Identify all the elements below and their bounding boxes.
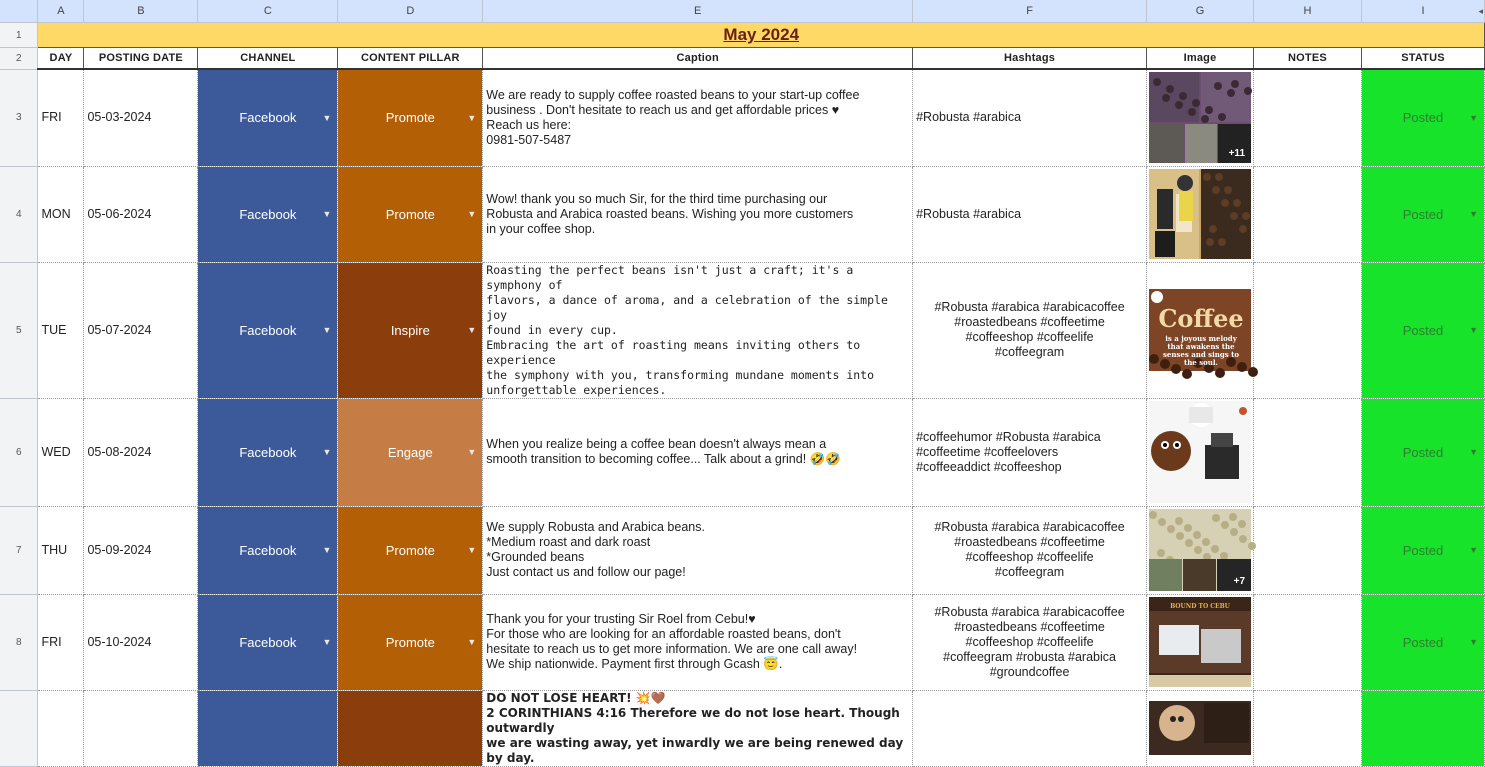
caption-line: When you realize being a coffee bean doesn't always mean a [486, 437, 827, 451]
table-row [0, 594, 1485, 690]
caption-line: For those who are looking for an affordable roasted beans, don't [486, 627, 841, 641]
caption-line: *Medium roast and dark roast [486, 535, 651, 549]
status-value: Posted [1402, 322, 1444, 338]
dropdown-arrow-icon[interactable]: ▼ [322, 325, 332, 335]
status-dropdown[interactable] [1361, 262, 1484, 398]
caption-line: 0981-507-5487 [486, 132, 572, 147]
content-pillar-dropdown[interactable] [338, 594, 483, 690]
hashtag-line: #coffeeshop #coffeelife [965, 330, 1094, 344]
dropdown-arrow-icon[interactable]: ▼ [1469, 545, 1478, 555]
caption-line: Just contact us and follow our page! [486, 565, 686, 579]
post-image-thumbnail[interactable] [1149, 701, 1251, 755]
channel-value: Facebook [239, 542, 297, 558]
hashtag-line: #Robusta #arabica [916, 110, 1022, 125]
caption-line: found in every cup. [486, 322, 618, 337]
date-value: 05-08-2024 [87, 444, 152, 459]
hashtag-line: #coffeeshop #coffeelife [965, 550, 1094, 564]
channel-value: Facebook [239, 110, 297, 126]
posting-date-cell[interactable] [84, 69, 198, 166]
hashtags-cell[interactable] [913, 69, 1147, 166]
image-text: senses and sings to [1162, 350, 1240, 359]
post-image-thumbnail[interactable] [1149, 169, 1251, 259]
caption-line: hesitate to reach us to get more information. We are one call away! [486, 642, 858, 656]
column-header-a[interactable]: A [38, 0, 84, 23]
image-text: that awakens the [1167, 342, 1235, 351]
notes-cell[interactable] [1254, 69, 1362, 166]
content-pillar-dropdown[interactable] [338, 398, 483, 506]
caption-line: We ship nationwide. Payment first through Gcash 😇. [486, 657, 783, 671]
image-text: Coffee [1158, 304, 1244, 333]
caption-cell[interactable] [483, 166, 913, 262]
caption-line: the symphony with you, transforming mundane moments into [486, 367, 875, 382]
hashtags-cell[interactable] [913, 398, 1147, 506]
posting-date-cell[interactable] [84, 166, 198, 262]
hashtag-line: #Robusta #arabica #arabicacoffee [934, 604, 1125, 619]
post-image [1149, 401, 1251, 503]
dropdown-arrow-icon[interactable]: ▼ [467, 447, 477, 457]
caption-line: Robusta and Arabica roasted beans. Wishing you more customers [486, 206, 854, 221]
status-value: Posted [1402, 110, 1444, 126]
dropdown-arrow-icon[interactable]: ▼ [322, 209, 332, 219]
table-row [0, 398, 1485, 506]
hashtag-line: #coffeehumor #Robusta #arabica [916, 429, 1101, 444]
column-header-g[interactable]: G [1147, 0, 1254, 23]
post-image-thumbnail[interactable] [1149, 401, 1251, 503]
dropdown-arrow-icon[interactable]: ▼ [322, 545, 332, 555]
posting-date-cell[interactable] [84, 262, 198, 398]
content-pillar-dropdown[interactable] [338, 262, 483, 398]
status-value: Posted [1402, 634, 1444, 650]
header-posting-date[interactable]: POSTING DATE [84, 48, 198, 70]
post-image-thumbnail[interactable] [1149, 72, 1251, 163]
hashtag-line: #roastedbeans #coffeetime [954, 619, 1105, 634]
header-channel[interactable]: CHANNEL [198, 48, 338, 70]
status-dropdown[interactable] [1361, 690, 1484, 766]
date-value: 05-06-2024 [87, 206, 152, 221]
channel-dropdown[interactable] [198, 166, 338, 262]
image-cell[interactable] [1147, 506, 1254, 594]
table-row [0, 69, 1485, 166]
table-row [0, 262, 1485, 398]
table-row [0, 690, 1485, 766]
hashtags-cell[interactable] [913, 690, 1147, 766]
content-pillar-dropdown[interactable] [338, 69, 483, 166]
pillar-value: Promote [385, 542, 435, 558]
caption-line: flavors, a dance of aroma, and a celebration of the simple joy [486, 292, 888, 322]
image-cell[interactable] [1147, 594, 1254, 690]
row-number[interactable]: 2 [0, 48, 38, 70]
caption-line: we are wasting away, yet inwardly we are being renewed day by day. [486, 735, 904, 765]
channel-value: Facebook [239, 322, 297, 338]
notes-cell[interactable] [1254, 262, 1362, 398]
dropdown-arrow-icon[interactable]: ▼ [1469, 325, 1478, 335]
date-value: 05-07-2024 [87, 322, 152, 337]
caption-line: smooth transition to becoming coffee... Talk about a grind! 🤣🤣 [486, 452, 841, 466]
post-image [1149, 701, 1251, 755]
hashtag-line: #coffeegram [994, 345, 1065, 359]
header-hashtags[interactable]: Hashtags [913, 48, 1147, 70]
caption-line: business . Don't hesitate to reach us and get affordable prices ♥ [486, 102, 840, 117]
date-value: 05-03-2024 [87, 110, 152, 125]
hashtag-line: #coffeegram #robusta #arabica [943, 649, 1116, 664]
day-value: THU [41, 542, 68, 557]
row-number[interactable]: 8 [0, 594, 38, 690]
day-value: FRI [41, 634, 62, 649]
post-image-thumbnail[interactable] [1149, 289, 1251, 371]
column-header-e[interactable]: E [483, 0, 913, 23]
channel-value: Facebook [239, 444, 297, 460]
more-images-badge: +11 [1228, 148, 1246, 160]
caption-cell[interactable] [483, 506, 913, 594]
post-image-thumbnail[interactable] [1149, 597, 1251, 687]
caption-line: DO NOT LOSE HEART! 💥🤎 [486, 690, 666, 705]
dropdown-arrow-icon[interactable]: ▼ [322, 447, 332, 457]
day-cell[interactable] [38, 398, 84, 506]
caption-cell[interactable] [483, 69, 913, 166]
channel-dropdown[interactable] [198, 69, 338, 166]
status-value: Posted [1402, 206, 1444, 222]
pillar-value: Inspire [390, 322, 430, 338]
row-number[interactable]: 3 [0, 69, 38, 166]
row-number[interactable]: 7 [0, 506, 38, 594]
image-text: is a joyous melody [1165, 334, 1237, 343]
caption-line: unforgettable experiences. [486, 382, 667, 397]
dropdown-arrow-icon[interactable]: ▼ [322, 637, 332, 647]
header-notes[interactable]: NOTES [1254, 48, 1362, 70]
table-row [0, 166, 1485, 262]
day-cell[interactable] [38, 506, 84, 594]
notes-cell[interactable] [1254, 398, 1362, 506]
dropdown-arrow-icon[interactable]: ▼ [467, 112, 477, 123]
row-number[interactable]: 4 [0, 166, 38, 262]
posting-date-cell[interactable] [84, 690, 198, 766]
image-cell[interactable] [1147, 690, 1254, 766]
header-image[interactable]: Image [1147, 48, 1254, 70]
caption-line: Wow! thank you so much Sir, for the third time purchasing our [486, 191, 828, 206]
image-text: the soul. [1184, 358, 1219, 367]
day-value: WED [41, 444, 71, 459]
column-header-h[interactable]: H [1254, 0, 1362, 23]
pillar-value: Promote [385, 110, 435, 126]
pillar-value: Promote [385, 634, 435, 650]
header-content-pillar[interactable]: CONTENT PILLAR [338, 48, 483, 70]
image-cell[interactable] [1147, 262, 1254, 398]
hashtag-line: #Robusta #arabica [916, 206, 1022, 221]
caption-line: We supply Robusta and Arabica beans. [486, 520, 705, 534]
hashtag-line: #coffeetime #coffeelovers [916, 444, 1059, 459]
dropdown-arrow-icon[interactable]: ▼ [322, 112, 332, 123]
dropdown-arrow-icon[interactable]: ▼ [1469, 637, 1478, 647]
select-all-corner[interactable] [0, 0, 38, 23]
status-dropdown[interactable] [1361, 166, 1484, 262]
caption-line: Thank you for your trusting Sir Roel from Cebu!♥ [486, 612, 756, 626]
header-day[interactable]: DAY [38, 48, 84, 70]
channel-dropdown[interactable] [198, 690, 338, 766]
posting-date-cell[interactable] [84, 398, 198, 506]
channel-value: Facebook [239, 206, 297, 222]
caption-cell[interactable] [483, 398, 913, 506]
row-number[interactable]: 6 [0, 398, 38, 506]
channel-value: Facebook [239, 634, 297, 650]
channel-dropdown[interactable] [198, 398, 338, 506]
status-dropdown[interactable] [1361, 506, 1484, 594]
channel-dropdown[interactable] [198, 594, 338, 690]
dropdown-arrow-icon[interactable]: ▼ [467, 637, 477, 647]
row-number[interactable]: 5 [0, 262, 38, 398]
hashtags-cell[interactable] [913, 166, 1147, 262]
posting-date-cell[interactable] [84, 594, 198, 690]
content-pillar-dropdown[interactable] [338, 506, 483, 594]
caption-line: Reach us here: [486, 117, 572, 132]
content-pillar-dropdown[interactable] [338, 690, 483, 766]
hashtags-cell[interactable] [913, 506, 1147, 594]
caption-line: Roasting the perfect beans isn't just a craft; it's a symphony of [486, 262, 854, 292]
hashtag-line: #Robusta #arabica #arabicacoffee [934, 520, 1125, 534]
dropdown-arrow-icon[interactable]: ▼ [1469, 112, 1478, 123]
notes-cell[interactable] [1254, 506, 1362, 594]
status-dropdown[interactable] [1361, 594, 1484, 690]
dropdown-arrow-icon[interactable]: ▼ [1469, 447, 1478, 457]
table-row [0, 506, 1485, 594]
image-cell[interactable] [1147, 166, 1254, 262]
header-caption[interactable]: Caption [483, 48, 913, 70]
caption-line: 2 CORINTHIANS 4:16 Therefore we do not lose heart. Though outwardly [486, 705, 900, 735]
status-dropdown[interactable] [1361, 398, 1484, 506]
sheet-title: May 2024 [38, 23, 1485, 48]
hashtags-cell[interactable] [913, 594, 1147, 690]
column-header-b[interactable]: B [84, 0, 198, 23]
post-image [1149, 169, 1251, 259]
hashtag-line: #roastedbeans #coffeetime [954, 535, 1105, 549]
dropdown-arrow-icon[interactable]: ▼ [467, 209, 477, 219]
content-pillar-dropdown[interactable] [338, 166, 483, 262]
hashtag-line: #roastedbeans #coffeetime [954, 315, 1105, 329]
image-cell[interactable] [1147, 398, 1254, 506]
pillar-value: Engage [387, 444, 433, 460]
day-cell[interactable] [38, 262, 84, 398]
day-cell[interactable] [38, 690, 84, 766]
status-dropdown[interactable] [1361, 69, 1484, 166]
dropdown-arrow-icon[interactable]: ▼ [467, 325, 477, 335]
hashtag-line: #coffeegram [994, 565, 1065, 579]
scroll-left-icon[interactable]: ◂ [1478, 6, 1483, 16]
column-header-d[interactable]: D [338, 0, 483, 23]
date-value: 05-10-2024 [87, 634, 152, 649]
column-header-f[interactable]: F [913, 0, 1147, 23]
row-number[interactable]: 1 [0, 23, 38, 48]
notes-cell[interactable] [1254, 690, 1362, 766]
pillar-value: Promote [385, 206, 435, 222]
caption-line: in your coffee shop. [486, 221, 596, 236]
header-status[interactable]: STATUS [1361, 48, 1484, 70]
day-value: MON [41, 206, 71, 221]
post-image [1149, 597, 1251, 687]
column-header-c[interactable]: C [198, 0, 338, 23]
posting-date-cell[interactable] [84, 506, 198, 594]
date-value: 05-09-2024 [87, 542, 152, 557]
notes-cell[interactable] [1254, 594, 1362, 690]
status-value: Posted [1402, 542, 1444, 558]
day-value: TUE [41, 322, 67, 337]
more-images-badge: +7 [1233, 576, 1246, 587]
caption-line: Embracing the art of roasting means inviting others to experience [486, 337, 861, 367]
notes-cell[interactable] [1254, 166, 1362, 262]
image-text: BOUND TO CEBU [1170, 603, 1230, 610]
post-image [1149, 289, 1251, 371]
dropdown-arrow-icon[interactable]: ▼ [1469, 209, 1478, 219]
row-number[interactable] [0, 690, 38, 766]
hashtag-line: #coffeeshop #coffeelife [965, 634, 1094, 649]
caption-line: *Grounded beans [486, 550, 585, 564]
day-cell[interactable] [38, 594, 84, 690]
dropdown-arrow-icon[interactable]: ▼ [467, 545, 477, 555]
caption-cell[interactable] [483, 262, 913, 398]
channel-dropdown[interactable] [198, 506, 338, 594]
day-cell[interactable] [38, 166, 84, 262]
channel-dropdown[interactable] [198, 262, 338, 398]
hashtag-line: #Robusta #arabica #arabicacoffee [934, 300, 1125, 314]
day-cell[interactable] [38, 69, 84, 166]
image-cell[interactable] [1147, 69, 1254, 166]
column-header-i[interactable]: I [1361, 0, 1484, 23]
status-value: Posted [1402, 444, 1444, 460]
caption-cell[interactable] [483, 594, 913, 690]
post-image-thumbnail[interactable] [1149, 509, 1251, 591]
hashtags-cell[interactable] [913, 262, 1147, 398]
caption-line: We are ready to supply coffee roasted beans to your start-up coffee [486, 87, 860, 102]
hashtag-line: #groundcoffee [989, 664, 1070, 679]
hashtag-line: #coffeeaddict #coffeeshop [916, 459, 1062, 474]
day-value: FRI [41, 110, 62, 125]
caption-cell[interactable] [483, 690, 913, 766]
